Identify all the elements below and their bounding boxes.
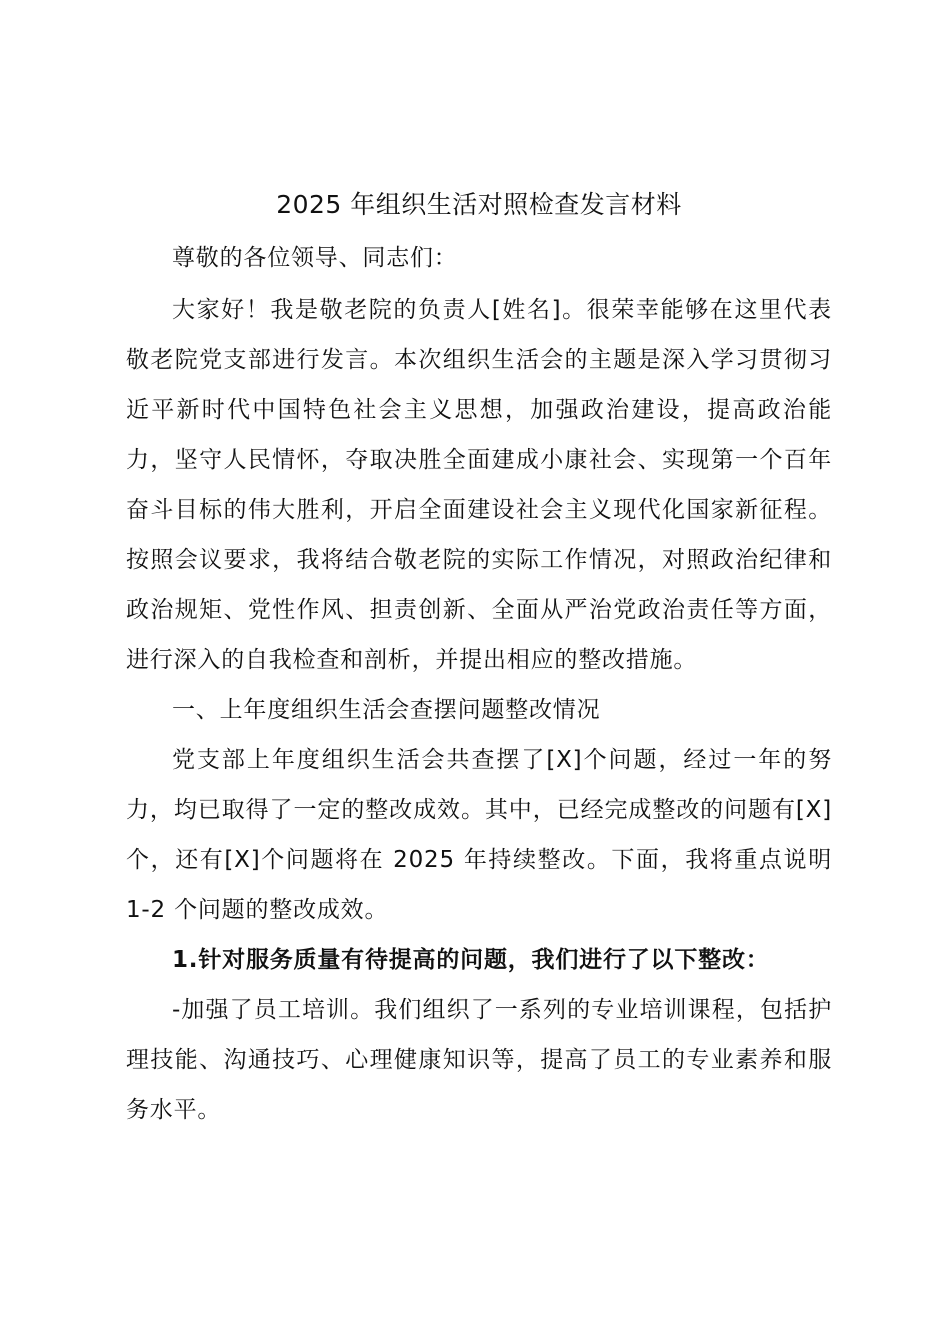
section-heading: 一、上年度组织生活会查摆问题整改情况 — [172, 697, 601, 723]
document-body — [126, 185, 832, 1135]
section-body-paragraph: 党支部上年度组织生活会共查摆了[X]个问题，经过一年的努力，均已取得了一定的整改成效。其中，已经完成整改的问题有[X]个，还有[X]个问题将在 2025 年持续整改。下面，我将重点说明 1-2 个问题的整改成效。 — [126, 747, 832, 923]
salutation: 尊敬的各位领导、同志们： — [172, 245, 458, 271]
intro-paragraph: 大家好！我是敬老院的负责人[姓名]。很荣幸能够在这里代表敬老院党支部进行发言。本次组织生活会的主题是深入学习贯彻习近平新时代中国特色社会主义思想，加强政治建设，提高政治能力，坚守人民情怀，夺取决胜全面建成小康社会、实现第一个百年奋斗目标的伟大胜利，开启全面建设社会主义现代化国家新征程。按照会议要求，我将结合敬老院的实际工作情况，对照政治纪律和政治规矩、党性作风、担责创新、全面从严治党政治责任等方面，进行深入的自我检查和剖析，并提出相应的整改措施。 — [126, 297, 832, 673]
document-title: 2025 年组织生活对照检查发言材料 — [276, 190, 682, 219]
item-point-paragraph: -加强了员工培训。我们组织了一系列的专业培训课程，包括护理技能、沟通技巧、心理健康知识等，提高了员工的专业素养和服务水平。 — [126, 997, 832, 1123]
item-heading: 1.针对服务质量有待提高的问题，我们进行了以下整改： — [172, 947, 770, 973]
